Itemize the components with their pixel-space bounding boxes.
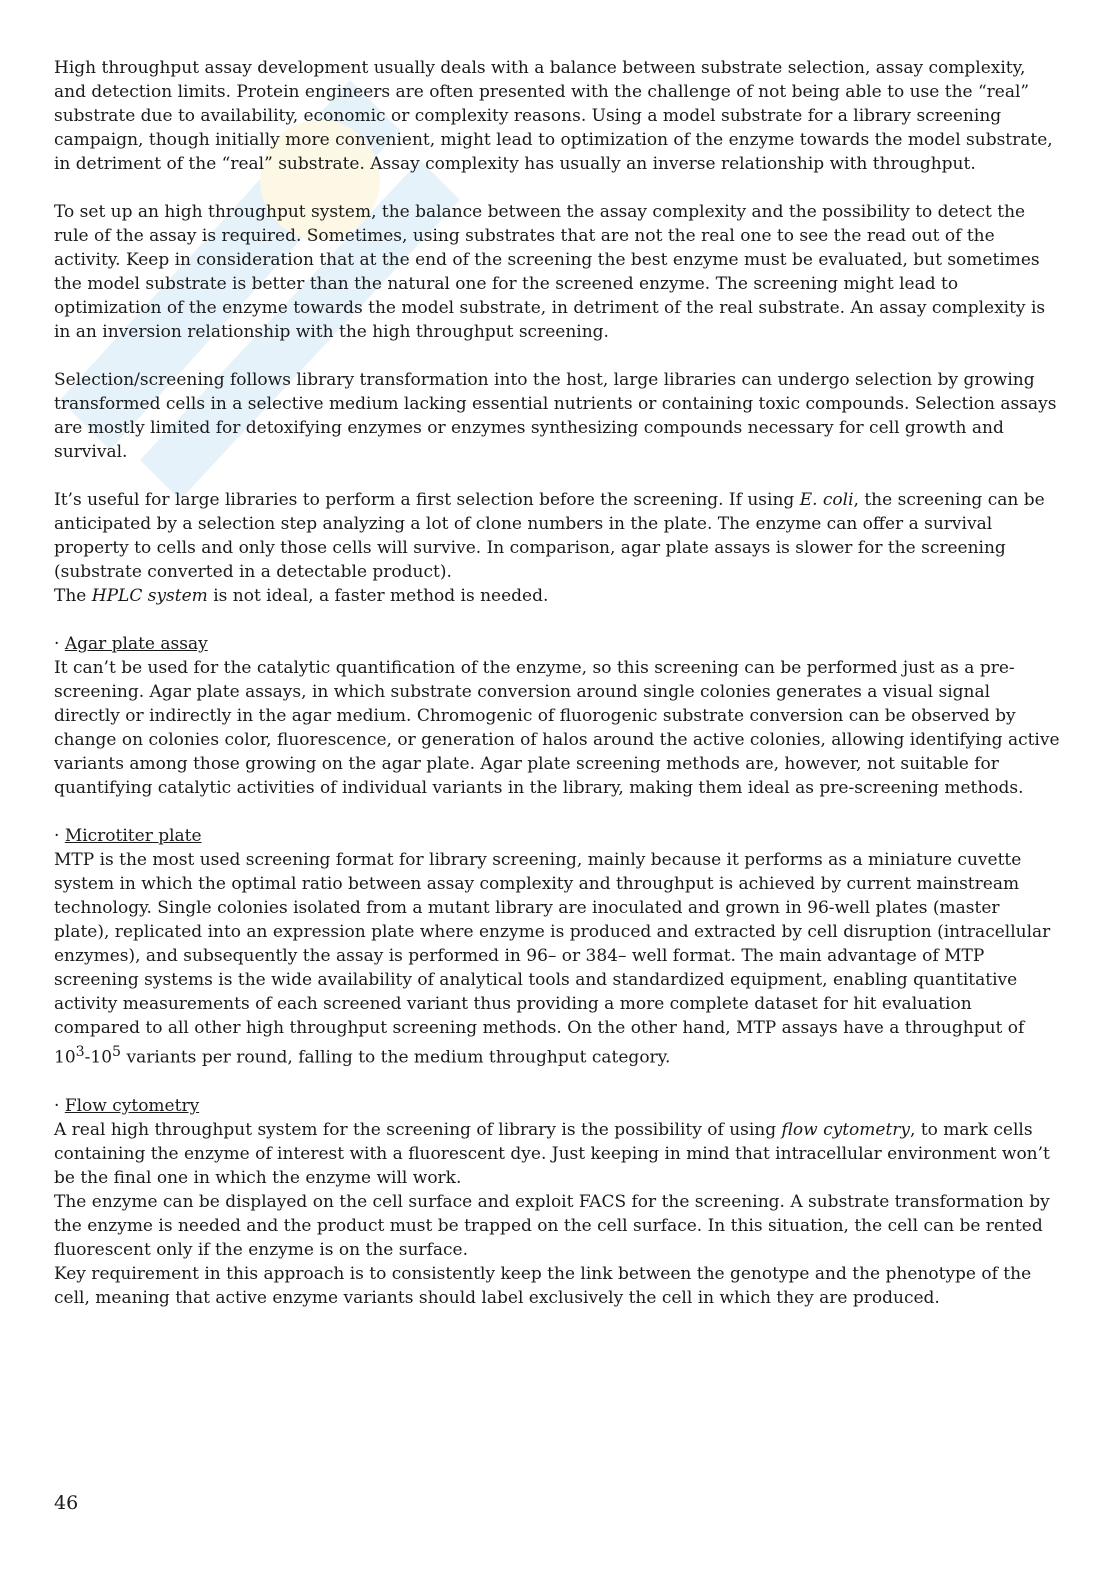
organism-name: E. coli — [799, 490, 854, 510]
paragraph-selection: Selection/screening follows library transformation into the host, large libraries can undergo selection by growing transformed cells in a selective medium lacking essential nutrients or containing toxic compounds. Selection assays are mostly limited for detoxifying enzymes or enzymes synthesizing compounds necessary for cell growth and survival. — [54, 370, 1057, 462]
section-text-flow-2: The enzyme can be displayed on the cell surface and exploit FACS for the screening. A substrate transformation by the enzyme is needed and the product must be trapped on the cell surface. In this situation, the cell can be rented fluorescent only if the enzyme is on the surface. — [54, 1191, 1050, 1260]
section-text-mtp: MTP is the most used screening format for library screening, mainly because it performs as a miniature cuvette system in which the optimal ratio between assay complexity and throughput is achieved by current mainstream technology. Single colonies isolated from a mutant library are inoculated and grown in 96-well plates (master plate), replicated into an expression plate where enzyme is produced and extracted by cell disruption (intracellular enzymes), and subsequently the assay is performed in 96– or 384– well format. The main advantage of MTP screening systems is the wide availability of analytical tools and standardized equipment, enabling quantitative activity measurements of each screened variant thus providing a more complete dataset for hit evaluation compared to all other high throughput screening methods. On the other hand, MTP assays have a throughput of $10^3-10^5$ variants per round, falling to the medium throughput category. — [54, 850, 1051, 1068]
page-number: 46 — [54, 1492, 79, 1514]
paragraph-balance: To set up an high throughput system, the balance between the assay complexity and the possibility to detect the rule of the assay is required. Sometimes, using substrates that are not the real one to see the read out of the activity. Keep in consideration that at the end of the screening the best enzyme must be evaluated, but sometimes the model substrate is better than the natural one for the screened enzyme. The screening might lead to optimization of the enzyme towards the model substrate, in detriment of the real substrate. An assay complexity is in an inversion relationship with the high throughput screening. — [54, 202, 1046, 342]
paragraph-hplc: The HPLC system is not ideal, a faster method is needed. — [54, 586, 549, 606]
document-page — [54, 56, 1060, 1310]
section-text-flow-1: A real high throughput system for the screening of library is the possibility of using flow cytometry, to mark cells containing the enzyme of interest with a fluorescent dye. Just keeping in mind that intracellular environment won’t be the final one in which the enzyme will work. — [54, 1119, 1050, 1188]
section-text-agar: It can’t be used for the catalytic quantification of the enzyme, so this screening can be performed just as a pre-screening. Agar plate assays, in which substrate conversion around single colonies generates a visual signal directly or indirectly in the agar medium. Chromogenic of fluorogenic substrate conversion can be observed by change on colonies color, fluorescence, or generation of halos around the active colonies, allowing identifying active variants among those growing on the agar plate. Agar plate screening methods are, however, not suitable for quantifying catalytic activities of individual variants in the library, making them ideal as pre-screening methods. — [54, 658, 1060, 798]
section-heading-mtp: · Microtiter plate — [54, 826, 202, 846]
section-heading-agar: · Agar plate assay — [54, 634, 208, 654]
hplc-term: HPLC system — [91, 586, 208, 606]
section-heading-flow: · Flow cytometry — [54, 1095, 200, 1116]
paragraph-intro: High throughput assay development usually deals with a balance between substrate selection, assay complexity, and detection limits. Protein engineers are often presented with the challenge of not being able to use the “real” substrate due to availability, economic or complexity reasons. Using a model substrate for a library screening campaign, though initially more convenient, might lead to optimization of the enzyme towards the model substrate, in detriment of the “real” substrate. Assay complexity has usually an inverse relationship with throughput. — [54, 58, 1053, 174]
paragraph-first-selection: It’s useful for large libraries to perform a first selection before the screening. If using E. coli, the screening can be anticipated by a selection step analyzing a lot of clone numbers in the plate. The enzyme can offer a survival property to cells and only those cells will survive. In comparison, agar plate assays is slower for the screening (substrate converted in a detectable product). — [54, 490, 1045, 582]
section-text-flow-3: Key requirement in this approach is to consistently keep the link between the genotype and the phenotype of the cell, meaning that active enzyme variants should label exclusively the cell in which they are produced. — [54, 1263, 1032, 1308]
